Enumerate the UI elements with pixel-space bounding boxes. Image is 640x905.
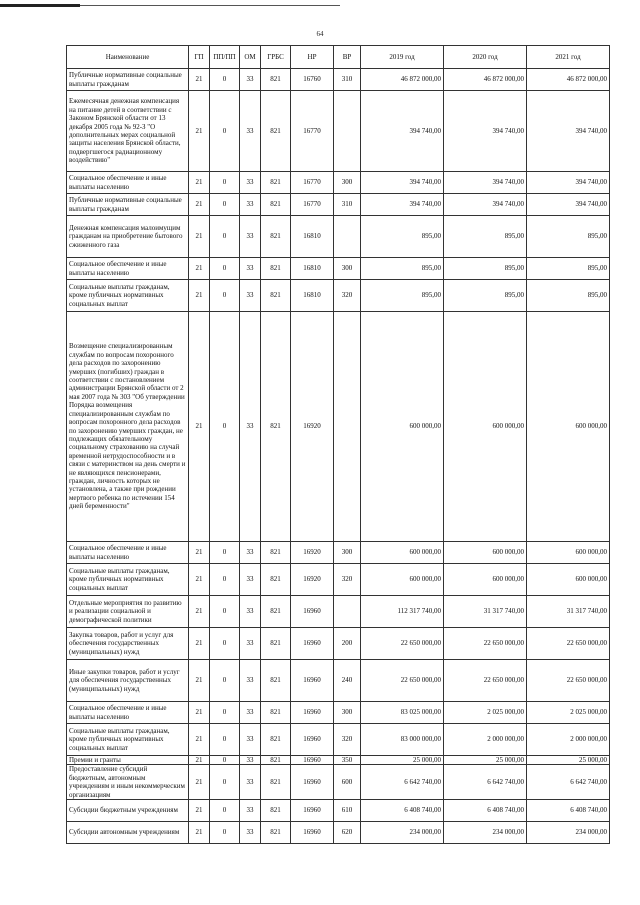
row-2021: 22 650 000,00 <box>527 628 610 660</box>
row-pp: 0 <box>210 69 240 91</box>
row-vr: 320 <box>334 724 361 756</box>
row-pp: 0 <box>210 564 240 596</box>
row-2019: 600 000,00 <box>361 542 444 564</box>
row-2021: 394 740,00 <box>527 194 610 216</box>
row-2020: 22 650 000,00 <box>444 660 527 702</box>
row-grbs: 821 <box>261 800 291 822</box>
row-om: 33 <box>240 724 261 756</box>
row-nr: 16960 <box>291 756 334 765</box>
row-grbs: 821 <box>261 756 291 765</box>
row-name: Субсидии автономным учреждениям <box>67 822 189 844</box>
row-2020: 394 740,00 <box>444 194 527 216</box>
row-2020: 22 650 000,00 <box>444 628 527 660</box>
row-om: 33 <box>240 660 261 702</box>
row-vr: 200 <box>334 628 361 660</box>
row-grbs: 821 <box>261 69 291 91</box>
row-om: 33 <box>240 564 261 596</box>
row-2021: 25 000,00 <box>527 756 610 765</box>
row-grbs: 821 <box>261 216 291 258</box>
row-om: 33 <box>240 280 261 312</box>
row-2020: 6 642 740,00 <box>444 765 527 800</box>
row-name: Социальное обеспечение и иные выплаты населению <box>67 172 189 194</box>
table-row <box>67 69 610 91</box>
top-rule <box>0 4 80 7</box>
row-2021: 6 642 740,00 <box>527 765 610 800</box>
row-vr: 350 <box>334 756 361 765</box>
row-nr: 16960 <box>291 822 334 844</box>
row-grbs: 821 <box>261 194 291 216</box>
row-2021: 394 740,00 <box>527 91 610 172</box>
row-2019: 22 650 000,00 <box>361 660 444 702</box>
row-2020: 895,00 <box>444 258 527 280</box>
row-2019: 6 408 740,00 <box>361 800 444 822</box>
row-2021: 394 740,00 <box>527 172 610 194</box>
row-2020: 31 317 740,00 <box>444 596 527 628</box>
row-gp: 21 <box>189 194 210 216</box>
row-name: Отдельные мероприятия по развитию и реализации социальной и демографической политики <box>67 596 189 628</box>
row-nr: 16960 <box>291 596 334 628</box>
header-2021: 2021 год <box>527 46 610 69</box>
row-2019: 83 000 000,00 <box>361 724 444 756</box>
row-name: Премии и гранты <box>67 756 189 765</box>
row-om: 33 <box>240 596 261 628</box>
row-2020: 2 025 000,00 <box>444 702 527 724</box>
row-gp: 21 <box>189 660 210 702</box>
table-row <box>67 258 610 280</box>
row-pp: 0 <box>210 765 240 800</box>
row-nr: 16770 <box>291 172 334 194</box>
row-2020: 600 000,00 <box>444 564 527 596</box>
row-vr: 300 <box>334 172 361 194</box>
budget-table <box>66 45 610 844</box>
row-2020: 234 000,00 <box>444 822 527 844</box>
row-pp: 0 <box>210 194 240 216</box>
row-pp: 0 <box>210 258 240 280</box>
row-grbs: 821 <box>261 660 291 702</box>
row-grbs: 821 <box>261 172 291 194</box>
row-2019: 6 642 740,00 <box>361 765 444 800</box>
row-2019: 895,00 <box>361 258 444 280</box>
row-name: Публичные нормативные социальные выплаты гражданам <box>67 194 189 216</box>
row-nr: 16770 <box>291 91 334 172</box>
row-2020: 394 740,00 <box>444 91 527 172</box>
row-gp: 21 <box>189 724 210 756</box>
table-row <box>67 91 610 172</box>
row-2019: 895,00 <box>361 216 444 258</box>
row-gp: 21 <box>189 765 210 800</box>
table-row <box>67 172 610 194</box>
row-om: 33 <box>240 765 261 800</box>
table-row <box>67 724 610 756</box>
row-gp: 21 <box>189 312 210 542</box>
row-om: 33 <box>240 702 261 724</box>
row-2019: 394 740,00 <box>361 172 444 194</box>
row-pp: 0 <box>210 216 240 258</box>
row-nr: 16770 <box>291 194 334 216</box>
row-pp: 0 <box>210 596 240 628</box>
table-row <box>67 702 610 724</box>
row-2021: 31 317 740,00 <box>527 596 610 628</box>
row-name: Социальное обеспечение и иные выплаты населению <box>67 702 189 724</box>
row-pp: 0 <box>210 822 240 844</box>
row-2021: 600 000,00 <box>527 312 610 542</box>
row-grbs: 821 <box>261 628 291 660</box>
row-2021: 600 000,00 <box>527 564 610 596</box>
header-om: ОМ <box>240 46 261 69</box>
row-grbs: 821 <box>261 596 291 628</box>
header-grbs: ГРБС <box>261 46 291 69</box>
row-pp: 0 <box>210 312 240 542</box>
row-2021: 22 650 000,00 <box>527 660 610 702</box>
row-grbs: 821 <box>261 564 291 596</box>
row-om: 33 <box>240 756 261 765</box>
row-om: 33 <box>240 69 261 91</box>
page-number: 64 <box>316 30 324 38</box>
row-name: Иные закупки товаров, работ и услуг для обеспечения государственных (муниципальных) нужд <box>67 660 189 702</box>
row-name: Ежемесячная денежная компенсация на питание детей в соответствии с Законом Брянской области от 13 декабря 2005 года № 92-З "О дополнительных мерах социальной защиты населения Брянской области, подвергшегося радиационному воздействию" <box>67 91 189 172</box>
row-vr: 300 <box>334 542 361 564</box>
row-nr: 16960 <box>291 765 334 800</box>
table-row <box>67 216 610 258</box>
row-2019: 112 317 740,00 <box>361 596 444 628</box>
row-vr: 310 <box>334 69 361 91</box>
row-nr: 16960 <box>291 800 334 822</box>
row-grbs: 821 <box>261 542 291 564</box>
table-row <box>67 280 610 312</box>
row-2019: 394 740,00 <box>361 91 444 172</box>
row-2020: 895,00 <box>444 280 527 312</box>
table-row <box>67 765 610 800</box>
row-2020: 2 000 000,00 <box>444 724 527 756</box>
row-vr <box>334 312 361 542</box>
row-name: Социальные выплаты гражданам, кроме публичных нормативных социальных выплат <box>67 564 189 596</box>
row-name: Возмещение специализированным службам по вопросам похоронного дела расходов по захоронению умерших (погибших) граждан в соответствии с постановлением администрации Брянской области от 2 мая 2007 года № 303 "Об утверждении Порядка возмещения специализированным службам по вопросам похоронного дела расходов по захоронению умерших граждан, не подлежащих обязательному социальному страхованию на случай временной нетрудоспособности и в связи с материнством на день смерти и не являющихся пенсионерами, граждан, личность которых не установлена, а также при рождении мертвого ребенка по истечении 154 дней беременности" <box>67 312 189 542</box>
row-nr: 16810 <box>291 216 334 258</box>
row-name: Закупка товаров, работ и услуг для обеспечения государственных (муниципальных) нужд <box>67 628 189 660</box>
row-2019: 22 650 000,00 <box>361 628 444 660</box>
table-row <box>67 564 610 596</box>
row-pp: 0 <box>210 756 240 765</box>
row-gp: 21 <box>189 822 210 844</box>
row-vr: 320 <box>334 280 361 312</box>
row-2020: 6 408 740,00 <box>444 800 527 822</box>
header-2019: 2019 год <box>361 46 444 69</box>
table-row <box>67 822 610 844</box>
row-vr <box>334 91 361 172</box>
row-om: 33 <box>240 172 261 194</box>
row-nr: 16810 <box>291 258 334 280</box>
row-om: 33 <box>240 542 261 564</box>
row-om: 33 <box>240 258 261 280</box>
row-2021: 6 408 740,00 <box>527 800 610 822</box>
row-grbs: 821 <box>261 312 291 542</box>
row-om: 33 <box>240 800 261 822</box>
row-om: 33 <box>240 216 261 258</box>
row-om: 33 <box>240 628 261 660</box>
row-nr: 16960 <box>291 628 334 660</box>
row-vr: 300 <box>334 258 361 280</box>
row-gp: 21 <box>189 596 210 628</box>
row-2019: 394 740,00 <box>361 194 444 216</box>
row-grbs: 821 <box>261 765 291 800</box>
header-gp: ГП <box>189 46 210 69</box>
row-om: 33 <box>240 91 261 172</box>
row-grbs: 821 <box>261 280 291 312</box>
row-pp: 0 <box>210 280 240 312</box>
header-2020: 2020 год <box>444 46 527 69</box>
row-gp: 21 <box>189 800 210 822</box>
row-vr <box>334 596 361 628</box>
row-2021: 46 872 000,00 <box>527 69 610 91</box>
row-gp: 21 <box>189 216 210 258</box>
row-2021: 2 025 000,00 <box>527 702 610 724</box>
row-grbs: 821 <box>261 258 291 280</box>
row-grbs: 821 <box>261 724 291 756</box>
row-gp: 21 <box>189 564 210 596</box>
table-row <box>67 800 610 822</box>
row-gp: 21 <box>189 280 210 312</box>
row-vr: 240 <box>334 660 361 702</box>
row-pp: 0 <box>210 702 240 724</box>
row-gp: 21 <box>189 91 210 172</box>
row-vr: 320 <box>334 564 361 596</box>
row-grbs: 821 <box>261 822 291 844</box>
row-2019: 25 000,00 <box>361 756 444 765</box>
table-row <box>67 312 610 542</box>
top-rule-thin <box>80 5 340 6</box>
row-name: Предоставление субсидий бюджетным, автономным учреждениям и иным некоммерческим организациям <box>67 765 189 800</box>
row-2021: 600 000,00 <box>527 542 610 564</box>
row-nr: 16960 <box>291 702 334 724</box>
row-gp: 21 <box>189 69 210 91</box>
row-grbs: 821 <box>261 702 291 724</box>
row-name: Денежная компенсация малоимущим гражданам на приобретение бытового сжиженного газа <box>67 216 189 258</box>
row-pp: 0 <box>210 800 240 822</box>
row-vr: 610 <box>334 800 361 822</box>
header-nr: НР <box>291 46 334 69</box>
header-pp: ПП/ПП <box>210 46 240 69</box>
row-om: 33 <box>240 822 261 844</box>
row-2020: 394 740,00 <box>444 172 527 194</box>
row-name: Публичные нормативные социальные выплаты гражданам <box>67 69 189 91</box>
header-name: Наименование <box>67 46 189 69</box>
row-2021: 234 000,00 <box>527 822 610 844</box>
row-name: Субсидии бюджетным учреждениям <box>67 800 189 822</box>
row-pp: 0 <box>210 660 240 702</box>
row-nr: 16920 <box>291 312 334 542</box>
row-pp: 0 <box>210 172 240 194</box>
row-nr: 16920 <box>291 564 334 596</box>
row-vr: 310 <box>334 194 361 216</box>
table-row <box>67 542 610 564</box>
table-row <box>67 194 610 216</box>
row-name: Социальное обеспечение и иные выплаты населению <box>67 542 189 564</box>
row-vr: 600 <box>334 765 361 800</box>
row-gp: 21 <box>189 702 210 724</box>
header-vr: ВР <box>334 46 361 69</box>
row-om: 33 <box>240 312 261 542</box>
row-vr: 620 <box>334 822 361 844</box>
row-2021: 895,00 <box>527 280 610 312</box>
row-nr: 16760 <box>291 69 334 91</box>
row-gp: 21 <box>189 172 210 194</box>
row-2019: 895,00 <box>361 280 444 312</box>
row-2019: 83 025 000,00 <box>361 702 444 724</box>
row-pp: 0 <box>210 542 240 564</box>
row-gp: 21 <box>189 542 210 564</box>
row-name: Социальные выплаты гражданам, кроме публичных нормативных социальных выплат <box>67 280 189 312</box>
row-gp: 21 <box>189 756 210 765</box>
row-nr: 16920 <box>291 542 334 564</box>
table-row <box>67 660 610 702</box>
row-2019: 600 000,00 <box>361 312 444 542</box>
row-nr: 16810 <box>291 280 334 312</box>
row-pp: 0 <box>210 91 240 172</box>
row-2019: 46 872 000,00 <box>361 69 444 91</box>
row-pp: 0 <box>210 724 240 756</box>
row-2021: 895,00 <box>527 258 610 280</box>
row-vr <box>334 216 361 258</box>
row-2020: 600 000,00 <box>444 542 527 564</box>
row-name: Социальное обеспечение и иные выплаты населению <box>67 258 189 280</box>
row-grbs: 821 <box>261 91 291 172</box>
row-2020: 25 000,00 <box>444 756 527 765</box>
table-row <box>67 756 610 765</box>
table-row <box>67 628 610 660</box>
row-2019: 600 000,00 <box>361 564 444 596</box>
row-gp: 21 <box>189 628 210 660</box>
row-vr: 300 <box>334 702 361 724</box>
row-gp: 21 <box>189 258 210 280</box>
row-2020: 600 000,00 <box>444 312 527 542</box>
row-2020: 46 872 000,00 <box>444 69 527 91</box>
row-2020: 895,00 <box>444 216 527 258</box>
row-om: 33 <box>240 194 261 216</box>
table-row <box>67 596 610 628</box>
row-nr: 16960 <box>291 724 334 756</box>
row-2019: 234 000,00 <box>361 822 444 844</box>
row-2021: 895,00 <box>527 216 610 258</box>
row-pp: 0 <box>210 628 240 660</box>
table-header-row <box>67 46 610 69</box>
row-2021: 2 000 000,00 <box>527 724 610 756</box>
row-nr: 16960 <box>291 660 334 702</box>
row-name: Социальные выплаты гражданам, кроме публичных нормативных социальных выплат <box>67 724 189 756</box>
